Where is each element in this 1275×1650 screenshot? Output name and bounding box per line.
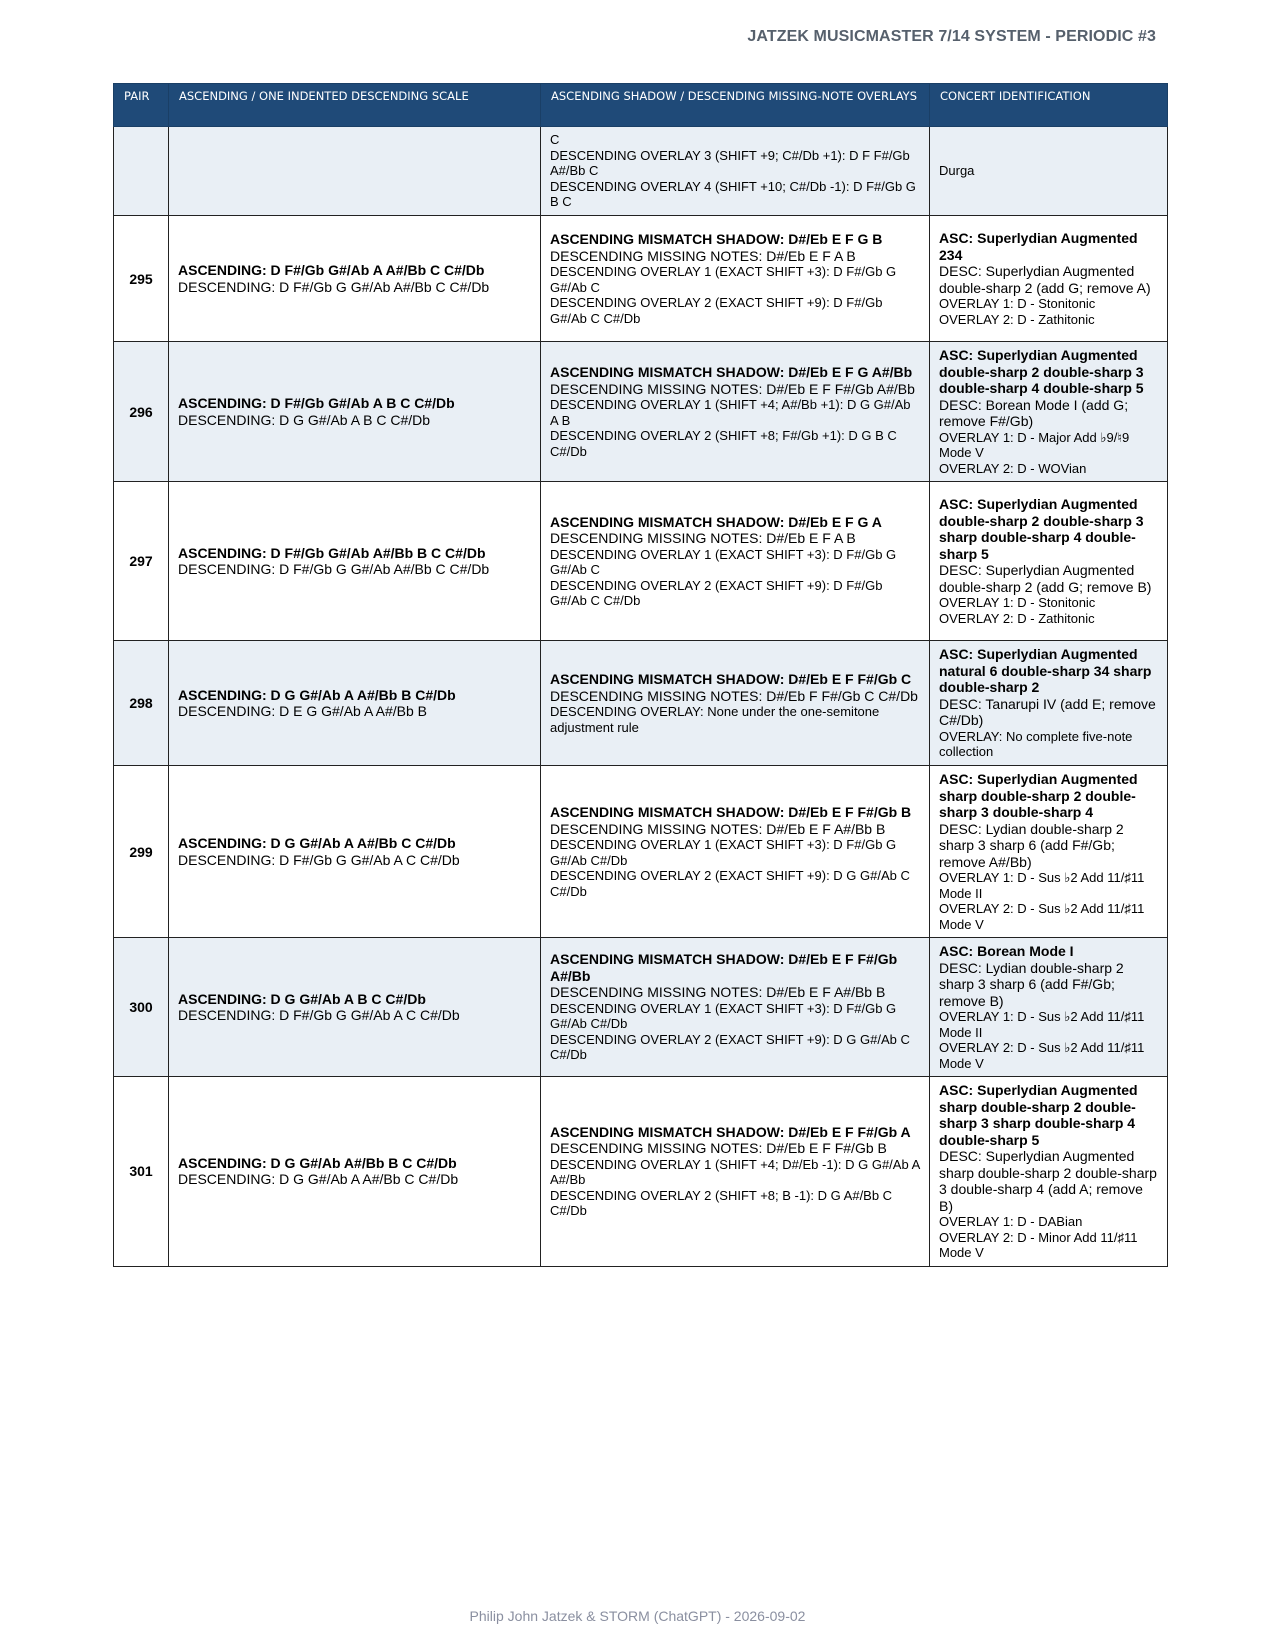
desc-identification: DESC: Superlydian Augmented double-sharp 2 (add G; remove B) (939, 562, 1152, 595)
pair-number: 301 (114, 1077, 169, 1267)
ascending-scale: ASCENDING: D F#/Gb G#/Ab A A#/Bb C C#/Db (178, 262, 485, 278)
overlay-1-identification: OVERLAY 1: D - Sus ♭2 Add 11/♯11 Mode II (939, 870, 1145, 901)
table-header-row (114, 84, 1168, 127)
shadow-cell (541, 216, 930, 342)
overlay-2-identification: OVERLAY 2: D - Zathitonic (939, 311, 1095, 327)
ascending-scale: ASCENDING: D G G#/Ab A B C C#/Db (178, 990, 426, 1007)
table-row (114, 1077, 1168, 1267)
table-row (114, 216, 1168, 342)
table-row (114, 482, 1168, 641)
column-header-pair: PAIR (114, 84, 169, 127)
overlay-2-identification: OVERLAY 2: D - Sus ♭2 Add 11/♯11 Mode V (939, 1040, 1145, 1071)
missing-notes: DESCENDING MISSING NOTES: D#/Eb E F F#/Gb A#/Bb (550, 380, 915, 397)
table-row (114, 766, 1168, 938)
ascending-scale: ASCENDING: D G G#/Ab A#/Bb B C C#/Db (178, 1154, 457, 1171)
concert-cell (930, 127, 1168, 216)
desc-identification: DESC: Borean Mode I (add G; remove F#/Gb) (939, 396, 1129, 429)
scale-cell (169, 342, 541, 482)
descending-overlay-1: DESCENDING OVERLAY 1 (EXACT SHIFT +3): D F#/Gb G G#/Ab C#/Db (550, 1000, 897, 1032)
pair-number: 297 (114, 482, 169, 641)
overlay-1-identification: OVERLAY: No complete five-note collection (939, 728, 1133, 760)
pair-number: 300 (114, 938, 169, 1077)
descending-overlay-2: DESCENDING OVERLAY 2 (EXACT SHIFT +9): D F#/Gb G#/Ab C C#/Db (550, 577, 883, 608)
pair-number (114, 127, 169, 216)
desc-identification: DESC: Lydian double-sharp 2 sharp 3 sharp 6 (add F#/Gb; remove B) (939, 959, 1124, 1009)
missing-notes: DESCENDING MISSING NOTES: D#/Eb E F A#/Bb B (550, 984, 886, 1001)
page-footer: Philip John Jatzek & STORM (ChatGPT) - 2026-09-02 (469, 1608, 806, 1624)
ascending-scale: ASCENDING: D G G#/Ab A A#/Bb B C#/Db (178, 686, 456, 703)
page-title: JATZEK MUSICMASTER 7/14 SYSTEM - PERIODIC #3 (747, 28, 1156, 45)
asc-identification: ASC: Superlydian Augmented natural 6 double-sharp 34 sharp double-sharp 2 (939, 646, 1152, 696)
ascending-shadow: ASCENDING MISMATCH SHADOW: D#/Eb E F F#/Gb A (550, 1123, 911, 1140)
ascending-shadow: ASCENDING MISMATCH SHADOW: D#/Eb E F F#/Gb A#/Bb (550, 951, 898, 984)
overlay-1-identification: OVERLAY 1: D - DABian (939, 1214, 1083, 1229)
overlay-2-identification: OVERLAY 2: D - Minor Add 11/♯11 Mode V (939, 1229, 1138, 1260)
overlay-1-identification: OVERLAY 1: D - Stonitonic (939, 595, 1096, 610)
overlay-1-identification: OVERLAY 1: D - Stonitonic (939, 296, 1096, 311)
pair-number: 296 (114, 342, 169, 482)
scale-cell (169, 127, 541, 216)
missing-notes: C (550, 132, 560, 148)
asc-identification: ASC: Borean Mode I (939, 943, 1074, 959)
overlay-1-identification: OVERLAY 1: D - Sus ♭2 Add 11/♯11 Mode II (939, 1009, 1145, 1040)
descending-scale: DESCENDING: D G G#/Ab A B C C#/Db (178, 411, 431, 428)
concert-cell (930, 766, 1168, 938)
pair-number: 295 (114, 216, 169, 342)
missing-notes: DESCENDING MISSING NOTES: D#/Eb E F A B (550, 247, 856, 264)
overlay-2-identification: OVERLAY 2: D - Sus ♭2 Add 11/♯11 Mode V (939, 901, 1145, 932)
asc-identification: ASC: Superlydian Augmented double-sharp 2 double-sharp 3 sharp double-sharp 4 double-sharp 5 (939, 496, 1144, 562)
scale-cell (169, 1077, 541, 1267)
ascending-shadow: ASCENDING MISMATCH SHADOW: D#/Eb E F F#/Gb B (550, 804, 912, 820)
pair-number: 298 (114, 641, 169, 766)
column-header-shadow: ASCENDING SHADOW / DESCENDING MISSING-NOTE OVERLAYS (541, 84, 930, 127)
shadow-cell (541, 641, 930, 766)
descending-overlay-1: DESCENDING OVERLAY 1 (SHIFT +4; A#/Bb +1): D G G#/Ab A B (550, 397, 911, 428)
concert-cell (930, 482, 1168, 641)
shadow-cell (541, 127, 930, 216)
overlay-2-identification: OVERLAY 2: D - Zathitonic (939, 610, 1095, 626)
table-body (114, 127, 1168, 1267)
ascending-shadow: ASCENDING MISMATCH SHADOW: D#/Eb E F G A#/Bb (550, 364, 913, 380)
descending-overlay-2: DESCENDING OVERLAY 2 (EXACT SHIFT +9): D G G#/Ab C C#/Db (550, 1031, 910, 1063)
shadow-cell (541, 1077, 930, 1267)
missing-notes: DESCENDING MISSING NOTES: D#/Eb E F A B (550, 530, 856, 546)
concert-cell (930, 938, 1168, 1077)
missing-notes: DESCENDING MISSING NOTES: D#/Eb E F F#/Gb B (550, 1140, 887, 1157)
scale-table (113, 83, 1168, 1267)
overlay-1-identification: Durga (939, 163, 975, 179)
descending-overlay-2: DESCENDING OVERLAY 2 (EXACT SHIFT +9): D F#/Gb G#/Ab C C#/Db (550, 295, 883, 326)
descending-scale: DESCENDING: D F#/Gb G G#/Ab A#/Bb C C#/Db (178, 561, 490, 577)
descending-overlay-1: DESCENDING OVERLAY 1 (SHIFT +4; D#/Eb -1): D G G#/Ab A A#/Bb (550, 1156, 920, 1188)
table-row (114, 641, 1168, 766)
desc-identification: DESC: Lydian double-sharp 2 sharp 3 sharp 6 (add F#/Gb; remove A#/Bb) (939, 820, 1124, 870)
column-header-scale: ASCENDING / ONE INDENTED DESCENDING SCALE (169, 84, 541, 127)
descending-overlay-2: DESCENDING OVERLAY 4 (SHIFT +10; C#/Db -1): D F#/Gb G B C (550, 178, 916, 210)
table-row (114, 938, 1168, 1077)
descending-overlay-1: DESCENDING OVERLAY 1 (EXACT SHIFT +3): D F#/Gb G G#/Ab C (550, 546, 897, 577)
descending-overlay-1: DESCENDING OVERLAY 1 (EXACT SHIFT +3): D F#/Gb G G#/Ab C (550, 264, 897, 295)
asc-identification: ASC: Superlydian Augmented sharp double-sharp 2 double-sharp 3 sharp double-sharp 4 double-sharp 5 (939, 1082, 1138, 1148)
descending-overlay-1: DESCENDING OVERLAY: None under the one-semitone adjustment rule (550, 704, 880, 735)
desc-identification: DESC: Superlydian Augmented sharp double-sharp 2 double-sharp 3 double-sharp 4 (add A; remove B) (939, 1148, 1157, 1214)
scale-cell (169, 216, 541, 342)
ascending-scale: ASCENDING: D G G#/Ab A A#/Bb C C#/Db (178, 835, 456, 851)
table-row (114, 127, 1168, 216)
desc-identification: DESC: Superlydian Augmented double-sharp 2 (add G; remove A) (939, 263, 1151, 296)
descending-scale: DESCENDING: D G G#/Ab A A#/Bb C C#/Db (178, 1171, 459, 1188)
scale-cell (169, 482, 541, 641)
descending-overlay-2: DESCENDING OVERLAY 2 (SHIFT +8; B -1): D G A#/Bb C C#/Db (550, 1187, 893, 1219)
missing-notes: DESCENDING MISSING NOTES: D#/Eb E F A#/Bb B (550, 820, 886, 837)
descending-overlay-2: DESCENDING OVERLAY 2 (EXACT SHIFT +9): D G G#/Ab C C#/Db (550, 868, 910, 899)
descending-scale: DESCENDING: D E G G#/Ab A A#/Bb B (178, 703, 427, 719)
shadow-cell (541, 482, 930, 641)
overlay-2-identification: OVERLAY 2: D - WOVian (939, 460, 1087, 476)
descending-overlay-2: DESCENDING OVERLAY 2 (SHIFT +8; F#/Gb +1): D G B C C#/Db (550, 428, 897, 459)
descending-scale: DESCENDING: D F#/Gb G G#/Ab A#/Bb C C#/Db (178, 278, 490, 295)
ascending-scale: ASCENDING: D F#/Gb G#/Ab A#/Bb B C C#/Db (178, 544, 486, 561)
overlay-1-identification: OVERLAY 1: D - Major Add ♭9/♮9 Mode V (939, 429, 1130, 460)
concert-cell (930, 641, 1168, 766)
shadow-cell (541, 342, 930, 482)
missing-notes: DESCENDING MISSING NOTES: D#/Eb F F#/Gb C C#/Db (550, 687, 918, 704)
pair-number: 299 (114, 766, 169, 938)
ascending-shadow: ASCENDING MISMATCH SHADOW: D#/Eb E F G A (550, 513, 882, 530)
shadow-cell (541, 938, 930, 1077)
scale-cell (169, 641, 541, 766)
descending-scale: DESCENDING: D F#/Gb G G#/Ab A C C#/Db (178, 1007, 460, 1023)
scale-cell (169, 938, 541, 1077)
asc-identification: ASC: Superlydian Augmented sharp double-sharp 2 double-sharp 3 double-sharp 4 (939, 771, 1138, 820)
column-header-concert: CONCERT IDENTIFICATION (930, 84, 1168, 127)
descending-scale: DESCENDING: D F#/Gb G G#/Ab A C C#/Db (178, 851, 460, 868)
concert-cell (930, 342, 1168, 482)
table-row (114, 342, 1168, 482)
shadow-cell (541, 766, 930, 938)
concert-cell (930, 1077, 1168, 1267)
ascending-scale: ASCENDING: D F#/Gb G#/Ab A B C C#/Db (178, 395, 455, 411)
ascending-shadow: ASCENDING MISMATCH SHADOW: D#/Eb E F F#/Gb C (550, 671, 912, 687)
ascending-shadow: ASCENDING MISMATCH SHADOW: D#/Eb E F G B (550, 231, 883, 247)
descending-overlay-1: DESCENDING OVERLAY 3 (SHIFT +9; C#/Db +1): D F F#/Gb A#/Bb C (550, 147, 910, 179)
desc-identification: DESC: Tanarupi IV (add E; remove C#/Db) (939, 695, 1156, 729)
concert-cell (930, 216, 1168, 342)
descending-overlay-1: DESCENDING OVERLAY 1 (EXACT SHIFT +3): D F#/Gb G G#/Ab C#/Db (550, 837, 897, 868)
asc-identification: ASC: Superlydian Augmented 234 (939, 230, 1138, 263)
scale-cell (169, 766, 541, 938)
asc-identification: ASC: Superlydian Augmented double-sharp 2 double-sharp 3 double-sharp 4 double-sharp 5 (939, 347, 1144, 396)
